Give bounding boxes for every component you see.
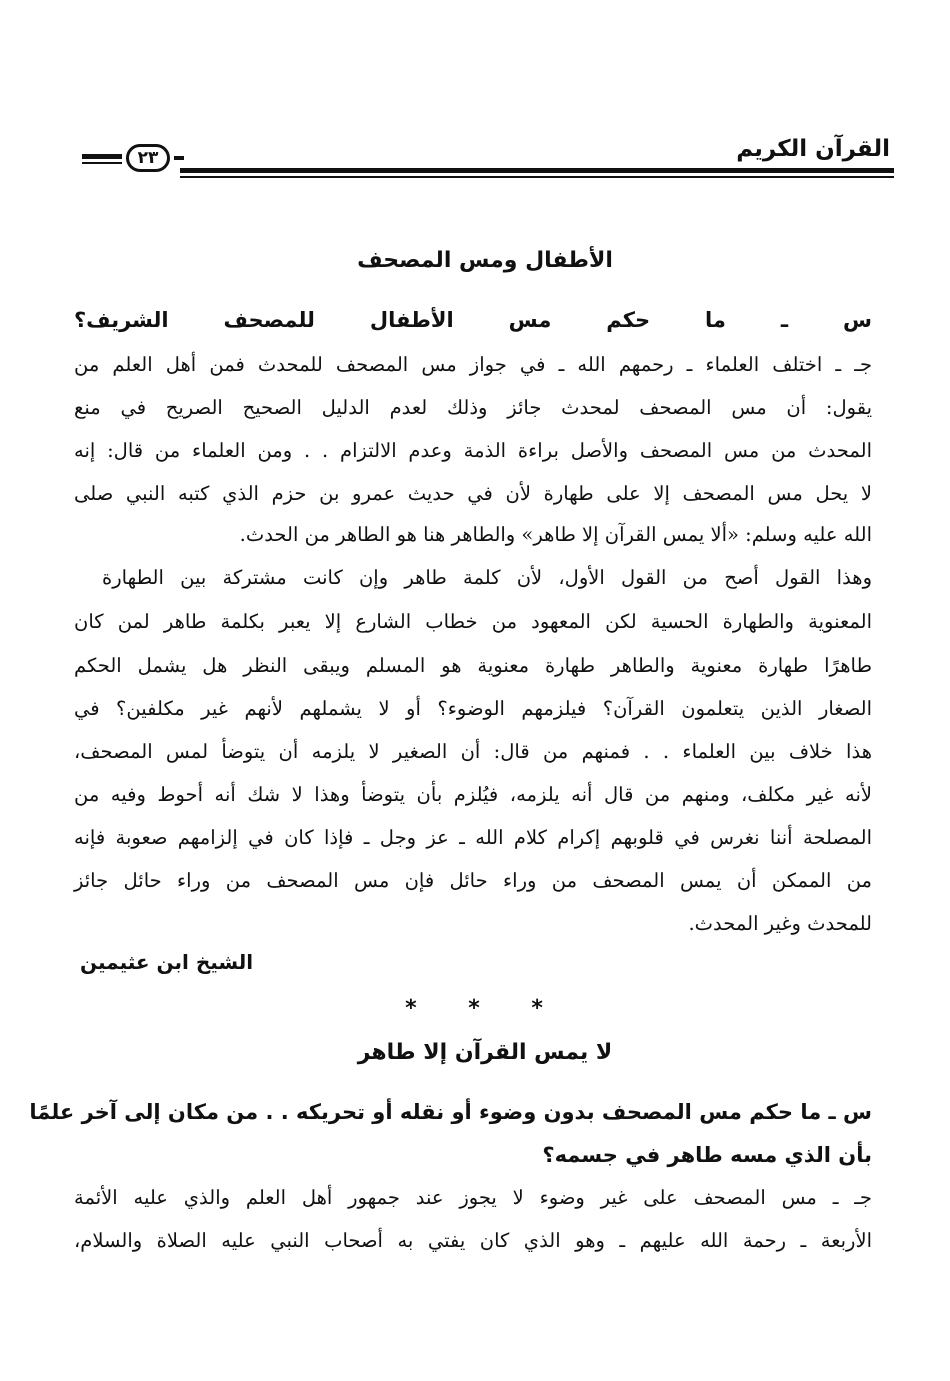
answer-line: هذا خلاف بين العلماء . . فمنهم من قال: أن الصغير لا يلزمه أن يتوضأ لمس المصحف، — [74, 740, 872, 763]
page-number: ٢٣ — [126, 144, 170, 172]
answer-line: الأربعة ـ رحمة الله عليهم ـ وهو الذي كان يفتي به أصحاب النبي عليه الصلاة والسلام، — [74, 1229, 872, 1252]
answer-line: للمحدث وغير المحدث. — [688, 912, 872, 935]
header-rule-thin — [180, 176, 894, 178]
author-attribution: الشيخ ابن عثيمين — [80, 950, 254, 974]
section-heading-children: الأطفال ومس المصحف — [357, 248, 613, 273]
header-rule-thick — [180, 168, 894, 173]
question-line: بأن الذي مسه طاهر في جسمه؟ — [542, 1143, 872, 1167]
answer-line: المعنوية والطهارة الحسية لكن المعهود من خطاب الشارع إلا يعبر بكلمة طاهر لمن كان — [74, 610, 872, 633]
answer-line: المصلحة أننا نغرس في قلوبهم إكرام كلام الله ـ عز وجل ـ فإذا كان في إلزامهم صعوبة فإنه — [74, 826, 872, 849]
question-line: س ـ ما حكم مس الأطفال للمصحف الشريف؟ — [74, 308, 872, 332]
section-heading-purity: لا يمس القرآن إلا طاهر — [357, 1040, 613, 1065]
answer-line: جـ ـ اختلف العلماء ـ رحمهم الله ـ في جواز مس المصحف للمحدث فمن أهل العلم من — [74, 353, 872, 376]
header-rule-left-thin — [82, 162, 122, 164]
answer-line: يقول: أن مس المصحف لمحدث جائز وذلك لعدم الدليل الصحيح الصريح في منع — [74, 396, 872, 419]
answer-line: لأنه غير مكلف، ومنهم من قال أنه يلزمه، فيُلزم بأن يتوضأ وهذا لا شك أنه أحوط وفيه من — [74, 783, 872, 806]
answer-line: جـ ـ مس المصحف على غير وضوء لا يجوز عند جمهور أهل العلم والذي عليه الأئمة — [74, 1186, 872, 1209]
question-line: س ـ ما حكم مس المصحف بدون وضوء أو نقله أو تحريكه . . من مكان إلى آخر علمًا — [29, 1100, 872, 1124]
answer-line: طاهرًا طهارة معنوية والطاهر طهارة معنوية هو المسلم ويبقى النظر هل يشمل الحكم — [74, 654, 872, 677]
header-rule-mid — [174, 156, 184, 160]
answer-line: لا يحل مس المصحف إلا على طهارة لأن في حديث عمرو بن حزم الذي كتبه النبي صلى — [74, 482, 872, 505]
answer-line: الصغار الذين يتعلمون القرآن؟ فيلزمهم الوضوء؟ أو لا يشملهم لأنهم غير مكلفين؟ في — [74, 697, 872, 720]
section-separator: * * * — [405, 996, 565, 1021]
answer-line: من الممكن أن يمس المصحف من وراء حائل فإن مس المصحف من وراء حائل جائز — [74, 869, 872, 892]
answer-line: المحدث من مس المصحف والأصل براءة الذمة وعدم الالتزام . . ومن العلماء من قال: إنه — [74, 439, 872, 462]
answer-line: وهذا القول أصح من القول الأول، لأن كلمة طاهر وإن كانت مشتركة بين الطهارة — [102, 566, 872, 589]
header-rule-left-thick — [82, 154, 122, 159]
page-header — [82, 136, 894, 186]
running-title: القرآن الكريم — [736, 136, 890, 162]
answer-line: الله عليه وسلم: «ألا يمس القرآن إلا طاهر» والطاهر هنا هو الطاهر من الحدث. — [239, 523, 872, 546]
